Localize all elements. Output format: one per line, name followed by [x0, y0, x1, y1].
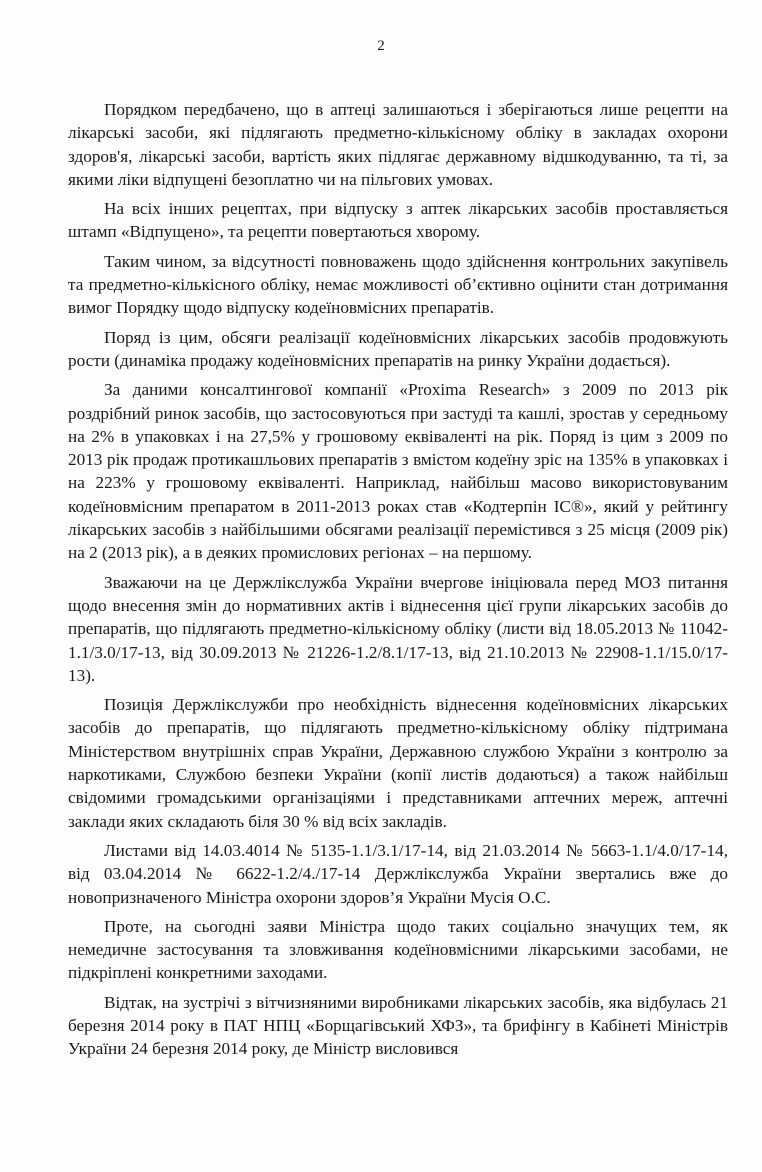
- paragraph: На всіх інших рецептах, при відпуску з аптек лікарських засобів проставляється штамп «Відпущено», та рецепти повертаються хворому.: [68, 199, 728, 242]
- paragraph: За даними консалтингової компанії «Proxima Research» з 2009 по 2013 рік роздрібний ринок засобів, що застосовуються при застуді та кашлі, зростав у середньому на 2% в упаковках і на 27,5% у грошовому еквіваленті на рік. Поряд із цим з 2009 по 2013 рік продаж протикашльових препаратів з вмістом кодеїну зріс на 135% в упаковках і на 223% у грошовому еквіваленті. Наприклад, найбільш масово використовуваним кодеїновмісним препаратом в 2011-2013 роках став «Кодтерпін ІС®», який у рейтингу лікарських засобів з найбільшими обсягами реалізації перемістився з 25 місця (2009 рік) на 2 (2013 рік), а в деяких промислових регіонах – на першому.: [68, 380, 728, 563]
- paragraph: Зважаючи на це Держлікслужба України вчергове ініціювала перед МОЗ питання щодо внесення змін до нормативних актів і віднесення цієї групи лікарських засобів до препаратів, що підлягають предметно-кількісному обліку (листи від 18.05.2013 № 11042-1.1/3.0/17-13, від 30.09.2013 № 21226-1.2/8.1/17-13, від 21.10.2013 № 22908-1.1/15.0/17-13).: [68, 572, 728, 685]
- paragraph: Порядком передбачено, що в аптеці залишаються і зберігаються лише рецепти на лікарські засоби, які підлягають предметно-кількісному обліку в закладах охорони здоров'я, лікарські засоби, вартість яких підлягає державному відшкодуванню, та ті, за якими ліки відпущені безоплатно чи на пільгових умовах.: [68, 100, 728, 189]
- paragraph: Листами від 14.03.4014 № 5135-1.1/3.1/17-14, від 21.03.2014 № 5663-1.1/4.0/17-14, від 03.04.2014 № 6622-1.2/4./17-14 Держлікслужба України звертались вже до новопризначеного Міністра охорони здоров’я України Мусія О.С.: [68, 840, 728, 907]
- paragraph: Таким чином, за відсутності повноважень щодо здійснення контрольних закупівель та предметно-кількісного обліку, немає можливості об’єктивно оцінити стан дотримання вимог Порядку щодо відпуску кодеїновмісних препаратів.: [68, 251, 728, 318]
- paragraph: Поряд із цим, обсяги реалізації кодеїновмісних лікарських засобів продовжують рости (динаміка продажу кодеїновмісних препаратів на ринку України додається).: [68, 327, 728, 370]
- paragraph: Відтак, на зустрічі з вітчизняними виробниками лікарських засобів, яка відбулась 21 березня 2014 року в ПАТ НПЦ «Борщагівський ХФЗ», та брифінгу в Кабінеті Міністрів України 24 березня 2014 року, де Міністр висловився: [68, 992, 728, 1059]
- document-body: [68, 98, 728, 1067]
- page-number: 2: [377, 38, 385, 54]
- paragraph: Проте, на сьогодні заяви Міністра щодо таких соціально значущих тем, як немедичне застосування та зловживання кодеїновмісними лікарськими засобами, не підкріплені конкретними заходами.: [68, 916, 728, 983]
- paragraph: Позиція Держлікслужби про необхідність віднесення кодеїновмісних лікарських засобів до препаратів, що підлягають предметно-кількісному обліку підтримана Міністерством внутрішніх справ України, Державною службою України з контролю за наркотиками, Службою безпеки України (копії листів додаються) а також найбільш свідомими громадськими організаціями і представниками аптечних мереж, аптечні заклади яких складають біля 30 % від всіх закладів.: [68, 695, 728, 831]
